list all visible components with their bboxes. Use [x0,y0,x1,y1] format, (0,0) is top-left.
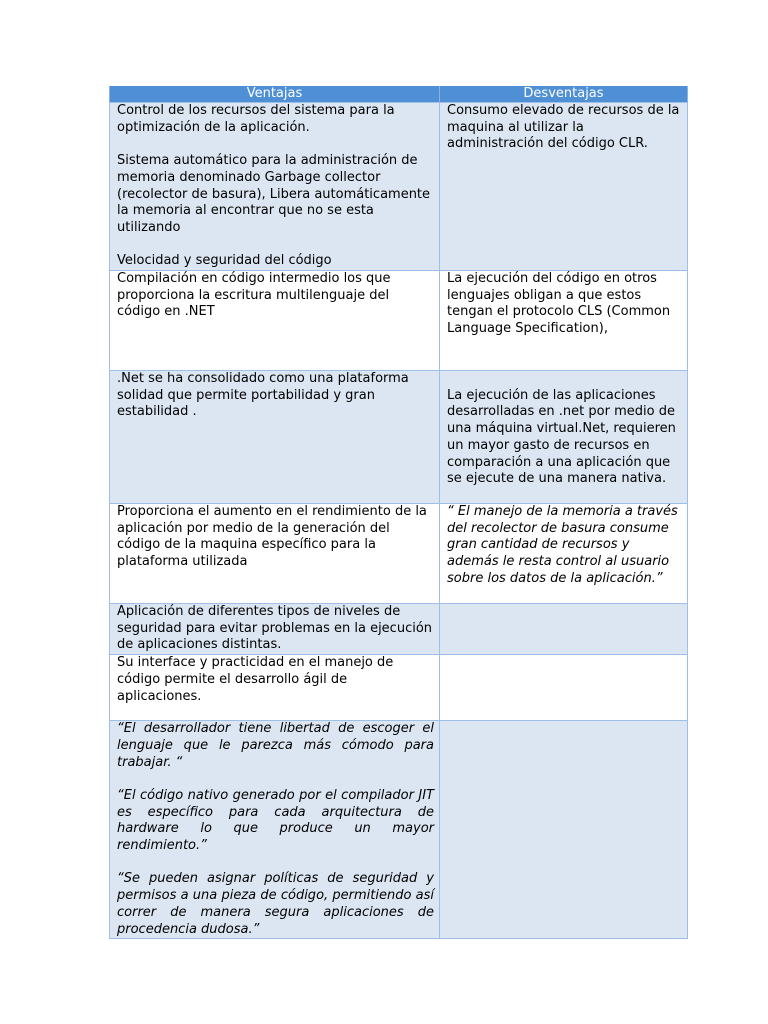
desventaja-cell [440,604,688,655]
ventaja-quote: “Se pueden asignar políticas de seguridad y permisos a una pieza de código, permitiendo así correr de manera segura aplicaciones de procedencia dudosa.” [117,871,434,937]
ventaja-cell [110,504,440,604]
ventaja-cell [110,103,440,271]
ventaja-text: Velocidad y seguridad del código [117,253,332,269]
desventaja-cell [440,721,688,939]
table-row [110,103,688,271]
table-row [110,655,688,721]
table-row [110,604,688,655]
ventaja-text: Aplicación de diferentes tipos de niveles de seguridad para evitar problemas en la ejecución de aplicaciones distintas. [117,604,433,653]
ventaja-text: .Net se ha consolidado como una plataforma solidad que permite portabilidad y gran estabilidad . [117,371,409,420]
table-row [110,271,688,371]
ventaja-text: Proporciona el aumento en el rendimiento de la aplicación por medio de la generación del código de la maquina específico para la plataforma utilizada [117,504,427,570]
desventaja-quote: “ El manejo de la memoria a través del recolector de basura consume gran cantidad de recursos y además le resta control al usuario sobre los datos de la aplicación.” [447,504,678,586]
header-ventajas: Ventajas [110,86,440,103]
ventaja-text: Control de los recursos del sistema para la optimización de la aplicación. [117,103,395,135]
ventaja-cell [110,721,440,939]
ventaja-cell [110,271,440,371]
header-desventajas: Desventajas [440,86,688,103]
desventaja-cell [440,655,688,721]
desventaja-cell [440,371,688,504]
table-row [110,721,688,939]
ventaja-cell [110,655,440,721]
ventaja-cell [110,371,440,504]
table-row [110,371,688,504]
desventaja-text: La ejecución de las aplicaciones desarrolladas en .net por medio de una máquina virtual.Net, requieren un mayor gasto de recursos en comparación a una aplicación que se ejecute de una manera nativa. [447,387,676,487]
table-row [110,504,688,604]
ventaja-text: Sistema automático para la administración de memoria denominado Garbage collector (recolector de basura), Libera automáticamente la memoria al encontrar que no se esta utilizando [117,153,431,235]
desventaja-text: La ejecución del código en otros lenguajes obligan a que estos tengan el protocolo CLS (Common Language Specification), [447,271,671,337]
ventaja-quote: “El desarrollador tiene libertad de escoger el lenguaje que le parezca más cómodo para trabajar. “ [117,721,434,770]
desventaja-cell [440,271,688,371]
desventaja-cell [440,504,688,604]
ventaja-quote: “El código nativo generado por el compilador JIT es específico para cada arquitectura de hardware lo que produce un mayor rendimiento.” [117,787,434,854]
header-row [110,86,688,103]
desventaja-cell [440,103,688,271]
ventaja-text: Compilación en código intermedio los que proporciona la escritura multilenguaje del código en .NET [117,271,391,320]
ventaja-cell [110,604,440,655]
comparison-table [109,86,688,939]
ventaja-text: Su interface y practicidad en el manejo de código permite el desarrollo ágil de aplicaciones. [117,655,394,704]
desventaja-text: Consumo elevado de recursos de la maquina al utilizar la administración del código CLR. [447,103,680,152]
